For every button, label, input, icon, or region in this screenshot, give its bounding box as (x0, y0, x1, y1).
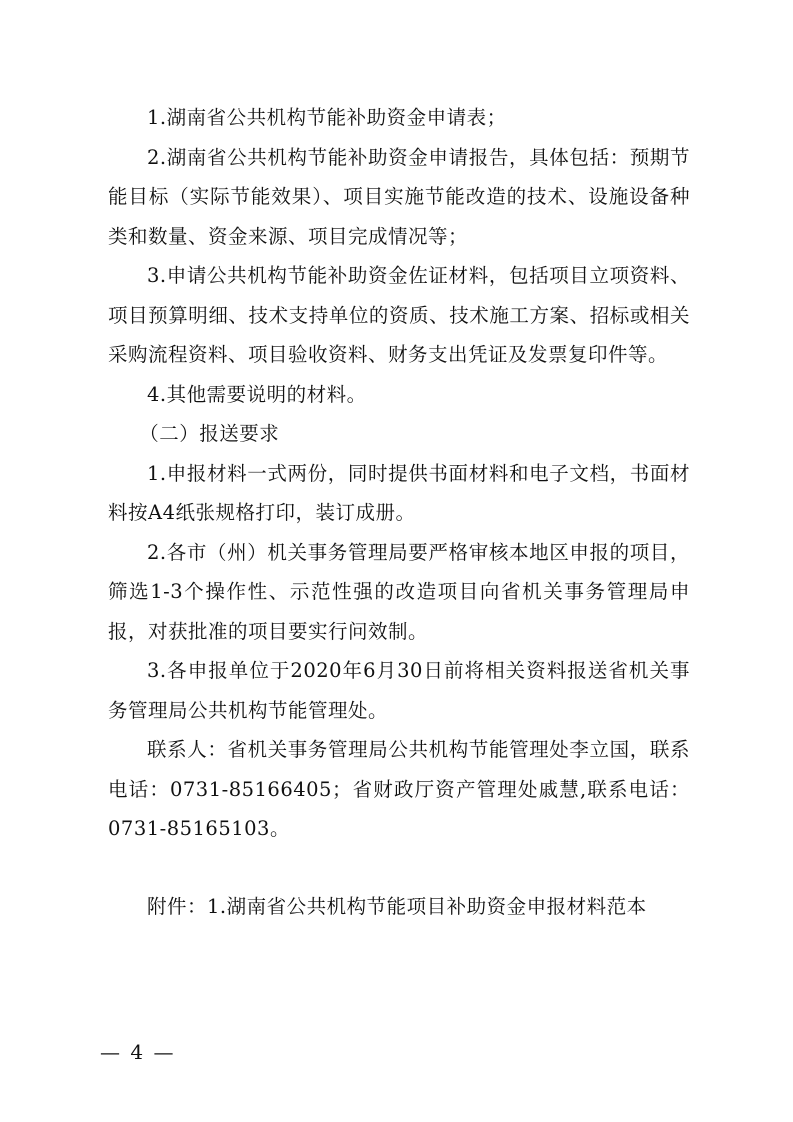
requirement-item-3: 3.各申报单位于2020年6月30日前将相关资料报送省机关事务管理局公共机构节能管理处。 (108, 659, 690, 722)
document-body (108, 98, 690, 926)
section-heading: （二）报送要求 (139, 422, 280, 445)
page-number: — 4 — (100, 1040, 176, 1064)
paragraph-item-1: 1.湖南省公共机构节能补助资金申请表； (147, 106, 507, 129)
paragraph-item-3: 3.申请公共机构节能补助资金佐证材料，包括项目立项资料、项目预算明细、技术支持单位的资质、技术施工方案、招标或相关采购流程资料、项目验收资料、财务支出凭证及发票复印件等。 (108, 264, 690, 366)
paragraph-item-4: 4.其他需要说明的材料。 (147, 382, 367, 406)
requirement-item-2: 2.各市（州）机关事务管理局要严格审核本地区申报的项目，筛选1-3个操作性、示范性强的改造项目向省机关事务管理局申报，对获批准的项目要实行问效制。 (108, 540, 690, 643)
paragraph-gap (108, 849, 690, 887)
attachment-line: 附件：1.湖南省公共机构节能项目补助资金申报材料范本 (147, 894, 647, 918)
paragraph-item-2: 2.湖南省公共机构节能补助资金申请报告，具体包括：预期节能目标（实际节能效果）、项目实施节能改造的技术、设施设备种类和数量、资金来源、项目完成情况等； (108, 145, 690, 248)
requirement-item-1: 1.申报材料一式两份，同时提供书面材料和电子文档，书面材料按A4纸张规格打印，装订成册。 (108, 461, 690, 524)
contact-paragraph: 联系人：省机关事务管理局公共机构节能管理处李立国，联系电话：0731-85166405；省财政厅资产管理处戚慧,联系电话：0731-85165103。 (108, 738, 690, 840)
